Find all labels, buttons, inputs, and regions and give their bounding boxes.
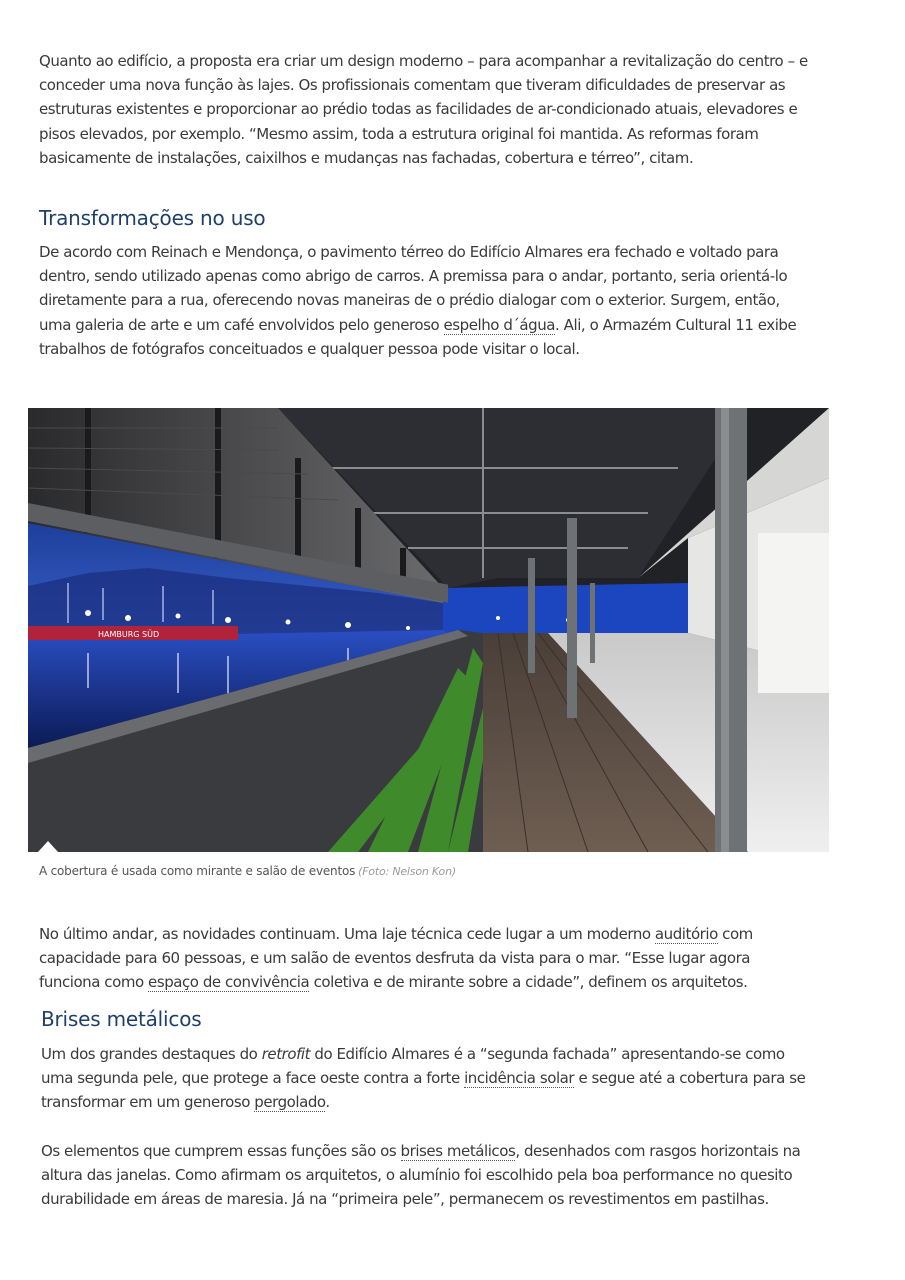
paragraph-text: , desenhados com rasgos horizontais na altura das janelas. Como afirmam os arquitetos, o alumínio foi escolhido pela boa performance no quesito durabilidade em áreas de maresia. Já na “primeira pele”, permanecem os revestimentos em pastilhas. — [41, 1142, 801, 1209]
intro-paragraph: Quanto ao edifício, a proposta era criar um design moderno – para acompanhar a revitalização do centro – e conceder uma nova função às lajes. Os profissionais comentam que tiveram dificuldades de preservar as estruturas existentes e proporcionar ao prédio todas as facilidades de ar-condicionado atuais, elevadores e pisos elevados, por exemplo. “Mesmo assim, toda a estrutura original foi mantida. As reformas foram basicamente de instalações, caixilhos e mudanças nas fachadas, cobertura e térreo”, citam. — [39, 52, 808, 167]
photo-caption — [39, 864, 456, 878]
paragraph-text: . — [325, 1093, 330, 1112]
ultimo-andar-paragraph — [39, 922, 809, 995]
paragraph-text: coletiva e de mirante sobre a cidade”, definem os arquitetos. — [309, 973, 748, 992]
transformacoes-paragraph — [39, 240, 809, 361]
brises-metalicos-link[interactable]: brises metálicos — [400, 1142, 516, 1160]
pergolado-link[interactable]: pergolado — [254, 1093, 326, 1112]
auditorio-link[interactable]: auditório — [654, 925, 718, 943]
incidencia-solar-link[interactable]: incidência solar — [464, 1069, 575, 1088]
photo-illustration — [28, 408, 829, 852]
photo-credit: (Foto: Nelson Kon) — [358, 865, 456, 878]
ship-name-text: HAMBURG SÜD — [98, 630, 160, 639]
brises-paragraph-1 — [41, 1042, 811, 1115]
paragraph-text: do Edifício Almares é a “segunda fachada” apresentando-se como uma segunda pele, que protege a face oeste contra a forte — [41, 1045, 785, 1088]
section-heading-transformacoes: Transformações no uso — [39, 206, 266, 230]
paragraph-text: e segue até a cobertura para se transformar em um generoso — [41, 1069, 806, 1112]
paragraph-text: Um dos grandes destaques do — [41, 1045, 262, 1063]
espaco-de-convivencia-link[interactable]: espaço de convivência — [148, 973, 310, 992]
paragraph-text: com capacidade para 60 pessoas, e um salão de eventos desfruta da vista para o mar. “Esse lugar agora funciona como — [39, 925, 753, 992]
section-heading-brises: Brises metálicos — [41, 1007, 202, 1031]
paragraph-text: De acordo com Reinach e Mendonça, o pavimento térreo do Edifício Almares era fechado e voltado para dentro, sendo utilizado apenas como abrigo de carros. A premissa para o andar, portanto, seria orientá-lo diretamente para a rua, oferecendo novas maneiras de o prédio dialogar com o exterior. Surgem, então, uma galeria de arte e um café envolvidos pelo generoso — [39, 243, 788, 334]
espelho-dagua-link[interactable]: espelho d´água — [443, 315, 556, 334]
paragraph-text: No último andar, as novidades continuam. Uma laje técnica cede lugar a um moderno — [39, 925, 655, 943]
paragraph-text: . Ali, o Armazém Cultural 11 exibe trabalhos de fotógrafos conceituados e qualquer pessoa pode visitar o local. — [39, 315, 797, 358]
caption-text: A cobertura é usada como mirante e salão de eventos — [39, 864, 356, 878]
paragraph-text: Os elementos que cumprem essas funções são os — [41, 1142, 401, 1160]
retrofit-emphasis: retrofit — [261, 1045, 311, 1063]
brises-paragraph-2 — [41, 1139, 811, 1212]
rooftop-terrace-photo — [28, 408, 829, 852]
